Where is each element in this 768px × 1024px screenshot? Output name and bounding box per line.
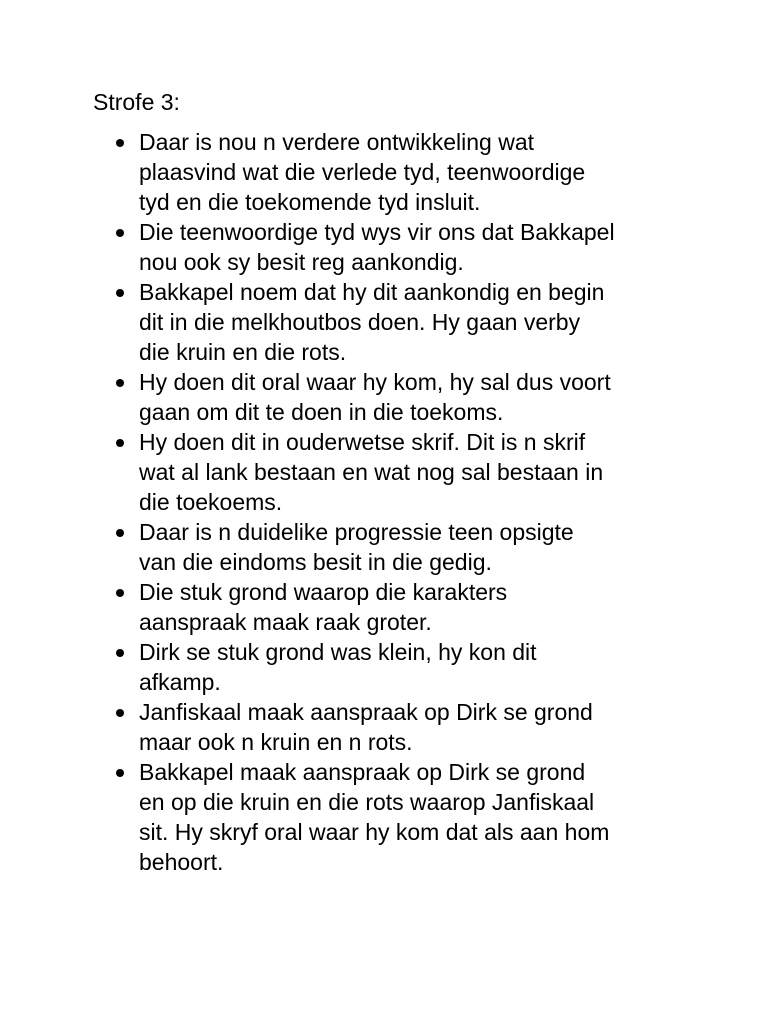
list-item	[139, 277, 699, 367]
list-item	[139, 757, 699, 877]
list-item-text: Bakkapel noem dat hy dit aankondig en begin dit in die melkhoutbos doen. Hy gaan verby die kruin en die rots.	[139, 279, 605, 365]
list-item-text: Hy doen dit oral waar hy kom, hy sal dus voort gaan om dit te doen in die toekoms.	[139, 369, 611, 425]
bullet-icon	[116, 439, 124, 447]
bullet-icon	[116, 709, 124, 717]
bullet-icon	[116, 229, 124, 237]
list-item-text: Daar is nou n verdere ontwikkeling wat plaasvind wat die verlede tyd, teenwoordige tyd en die toekomende tyd insluit.	[139, 129, 586, 215]
bullet-icon	[116, 649, 124, 657]
list-item-text: Bakkapel maak aanspraak op Dirk se grond en op die kruin en die rots waarop Janfiskaal sit. Hy skryf oral waar hy kom dat als aan hom behoort.	[139, 759, 610, 875]
list-item	[139, 517, 699, 577]
section-heading: Strofe 3:	[93, 89, 180, 115]
list-item	[139, 367, 699, 427]
list-item-text: Dirk se stuk grond was klein, hy kon dit afkamp.	[139, 639, 537, 695]
list-item-text: Hy doen dit in ouderwetse skrif. Dit is n skrif wat al lank bestaan en wat nog sal bestaan in die toekoems.	[139, 429, 604, 515]
bullet-icon	[116, 589, 124, 597]
bullet-icon	[116, 289, 124, 297]
list-item-text: Daar is n duidelike progressie teen opsigte van die eindoms besit in die gedig.	[139, 519, 574, 575]
list-item	[139, 577, 699, 637]
bullet-list	[139, 127, 699, 877]
bullet-icon	[116, 529, 124, 537]
bullet-icon	[116, 139, 124, 147]
bullet-icon	[116, 379, 124, 387]
bullet-icon	[116, 769, 124, 777]
list-item-text: Janfiskaal maak aanspraak op Dirk se grond maar ook n kruin en n rots.	[139, 699, 593, 755]
list-item	[139, 127, 699, 217]
list-item	[139, 637, 699, 697]
list-item	[139, 427, 699, 517]
list-item	[139, 697, 699, 757]
list-item	[139, 217, 699, 277]
list-item-text: Die stuk grond waarop die karakters aanspraak maak raak groter.	[139, 579, 508, 635]
list-item-text: Die teenwoordige tyd wys vir ons dat Bakkapel nou ook sy besit reg aankondig.	[139, 219, 615, 275]
